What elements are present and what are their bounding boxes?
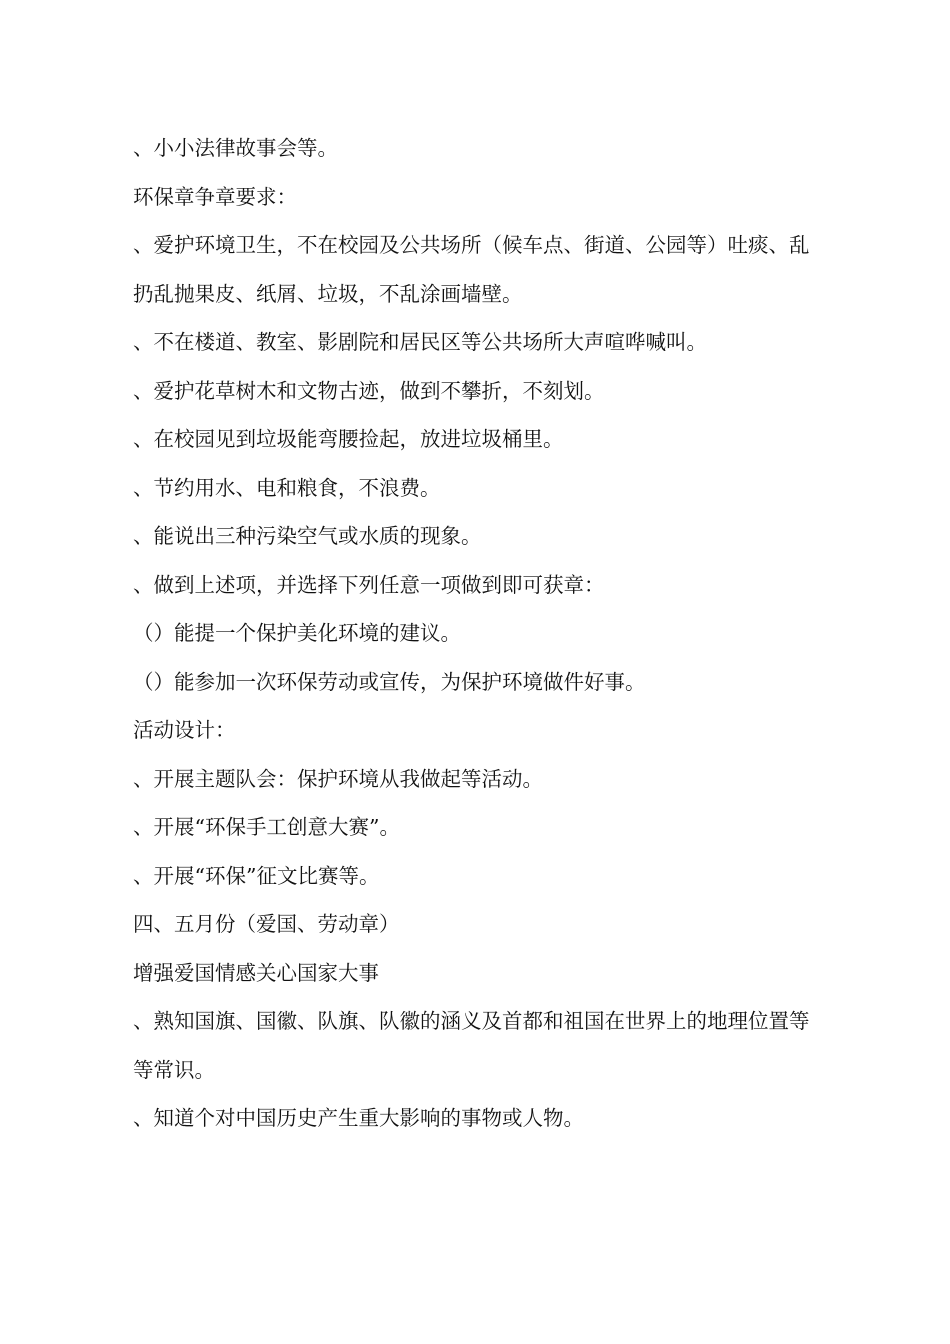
heading-patriotism: 增强爱国情感关心国家大事: [133, 960, 379, 985]
paragraph-eco-requirement-summary: 、做到上述项，并选择下列任意一项做到即可获章：: [133, 572, 605, 597]
heading-activity-design: 活动设计：: [133, 718, 236, 742]
paragraph-patriotism-history: 、知道个对中国历史产生重大影响的事物或人物。: [133, 1106, 584, 1130]
paragraph-activity-essay-contest: 、开展“环保”征文比赛等。: [133, 863, 380, 888]
paragraph-legal-story: 、小小法律故事会等。: [133, 136, 338, 160]
paragraph-patriotism-symbols: 、熟知国旗、国徽、队旗、队徽的涵义及首都和祖国在世界上的地理位置等等常识。: [133, 1009, 810, 1082]
paragraph-eco-requirement-plants: 、爱护花草树木和文物古迹，做到不攀折，不刻划。: [133, 378, 605, 403]
paragraph-eco-requirement-pollution: 、能说出三种污染空气或水质的现象。: [133, 524, 482, 548]
paragraph-eco-requirement-saving: 、节约用水、电和粮食，不浪费。: [133, 475, 441, 500]
heading-april-may: 四、五月份（爱国、劳动章）: [133, 912, 400, 936]
heading-eco-badge-requirements: 环保章争章要求：: [133, 184, 297, 209]
paragraph-activity-craft-contest: 、开展“环保手工创意大赛”。: [133, 815, 400, 839]
paragraph-eco-requirement-hygiene: 、爱护环境卫生，不在校园及公共场所（候车点、街道、公园等）吐痰、乱扔乱抛果皮、纸屑、垃圾，不乱涂画墙壁。: [133, 233, 810, 306]
paragraph-eco-requirement-noise: 、不在楼道、教室、影剧院和居民区等公共场所大声喧哗喊叫。: [133, 330, 707, 354]
paragraph-option-activity: （）能参加一次环保劳动或宣传，为保护环境做件好事。: [133, 669, 646, 694]
paragraph-eco-requirement-litter: 、在校园见到垃圾能弯腰捡起，放进垃圾桶里。: [133, 427, 564, 451]
paragraph-option-suggestion: （）能提一个保护美化环境的建议。: [133, 621, 461, 645]
paragraph-activity-team-meeting: 、开展主题队会：保护环境从我做起等活动。: [133, 766, 543, 791]
document-body: [133, 124, 823, 1143]
